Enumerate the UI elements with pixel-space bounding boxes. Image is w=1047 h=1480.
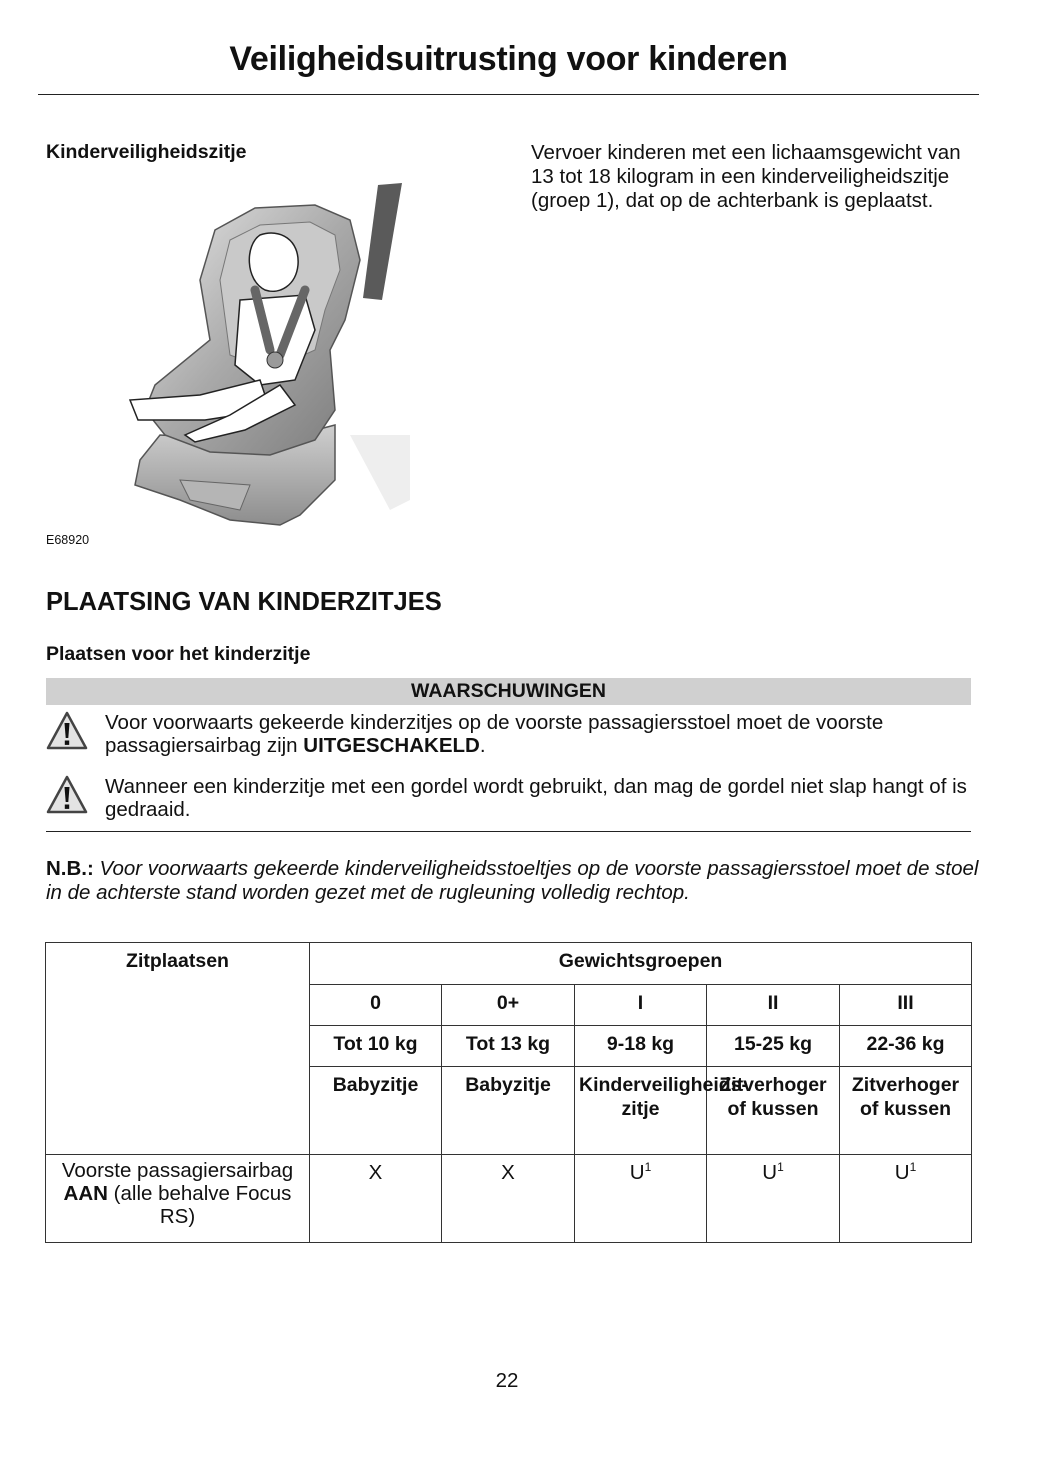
note-text: Voor voorwaarts gekeerde kinderveiligheidsstoeltjes op de voorste passagiersstoel moet de stoel in de achterste stand worden gezet met de rugleuning volledig rechtop. xyxy=(46,857,979,904)
warning-text: Voor voorwaarts gekeerde kinderzitjes op de voorste passagiersstoel moet de voorste passagiersairbag zijn UITGESCHAKELD. xyxy=(105,711,884,757)
note-paragraph xyxy=(46,857,981,905)
seating-positions-table xyxy=(45,942,972,1243)
group-cell: I xyxy=(575,985,707,1026)
section-title: PLAATSING VAN KINDERZITJES xyxy=(46,588,442,616)
warnings-banner: WAARSCHUWINGEN xyxy=(46,678,971,705)
value-cell: X xyxy=(310,1155,442,1243)
child-seat-heading: Kinderveiligheidszitje xyxy=(46,141,247,163)
table-header-seats: Zitplaatsen xyxy=(46,943,310,1155)
weight-cell: Tot 10 kg xyxy=(310,1026,442,1067)
table-row xyxy=(46,943,972,985)
value-cell: $U^1$ xyxy=(707,1155,840,1243)
warnings-divider xyxy=(46,831,971,832)
note-label: N.B.: xyxy=(46,857,94,880)
child-seat-illustration xyxy=(120,180,410,535)
seat-type-cell: Zitverhoger of kussen xyxy=(707,1067,840,1155)
seat-type-cell: Zitverhoger of kussen xyxy=(840,1067,972,1155)
weight-cell: Tot 13 kg xyxy=(442,1026,575,1067)
page-title: Veiligheidsuitrusting voor kinderen xyxy=(229,40,788,78)
warning-text: Wanneer een kinderzitje met een gordel wordt gebruikt, dan mag de gordel niet slap hangt of is gedraaid. xyxy=(105,775,967,821)
group-cell: 0 xyxy=(310,985,442,1026)
seat-type-cell: Babyzitje xyxy=(310,1067,442,1155)
value-cell: $U^1$ xyxy=(575,1155,707,1243)
weight-cell: 15-25 kg xyxy=(707,1026,840,1067)
table-row xyxy=(46,1155,972,1243)
page-number: 22 xyxy=(495,1369,519,1392)
warning-triangle-icon xyxy=(46,711,88,751)
seat-type-cell: Kinderveiligheids-zitje xyxy=(575,1067,707,1155)
value-cell: X xyxy=(442,1155,575,1243)
weight-cell: 22-36 kg xyxy=(840,1026,972,1067)
group-cell: II xyxy=(707,985,840,1026)
table-header-weight-groups: Gewichtsgroepen xyxy=(310,943,972,985)
seat-position-cell: Voorste passagiersairbag AAN (alle behalve Focus RS) xyxy=(46,1155,310,1243)
group-cell: III xyxy=(840,985,972,1026)
figure-code: E68920 xyxy=(46,533,90,547)
section-subtitle: Plaatsen voor het kinderzitje xyxy=(46,643,311,665)
child-seat-intro: Vervoer kinderen met een lichaamsgewicht van 13 tot 18 kilogram in een kinderveiligheidszitje (groep 1), dat op de achterbank is geplaatst. xyxy=(531,141,961,212)
seat-type-cell: Babyzitje xyxy=(442,1067,575,1155)
value-cell: $U^1$ xyxy=(840,1155,972,1243)
weight-cell: 9-18 kg xyxy=(575,1026,707,1067)
warning-triangle-icon xyxy=(46,775,88,815)
group-cell: 0+ xyxy=(442,985,575,1026)
title-divider xyxy=(38,94,979,95)
